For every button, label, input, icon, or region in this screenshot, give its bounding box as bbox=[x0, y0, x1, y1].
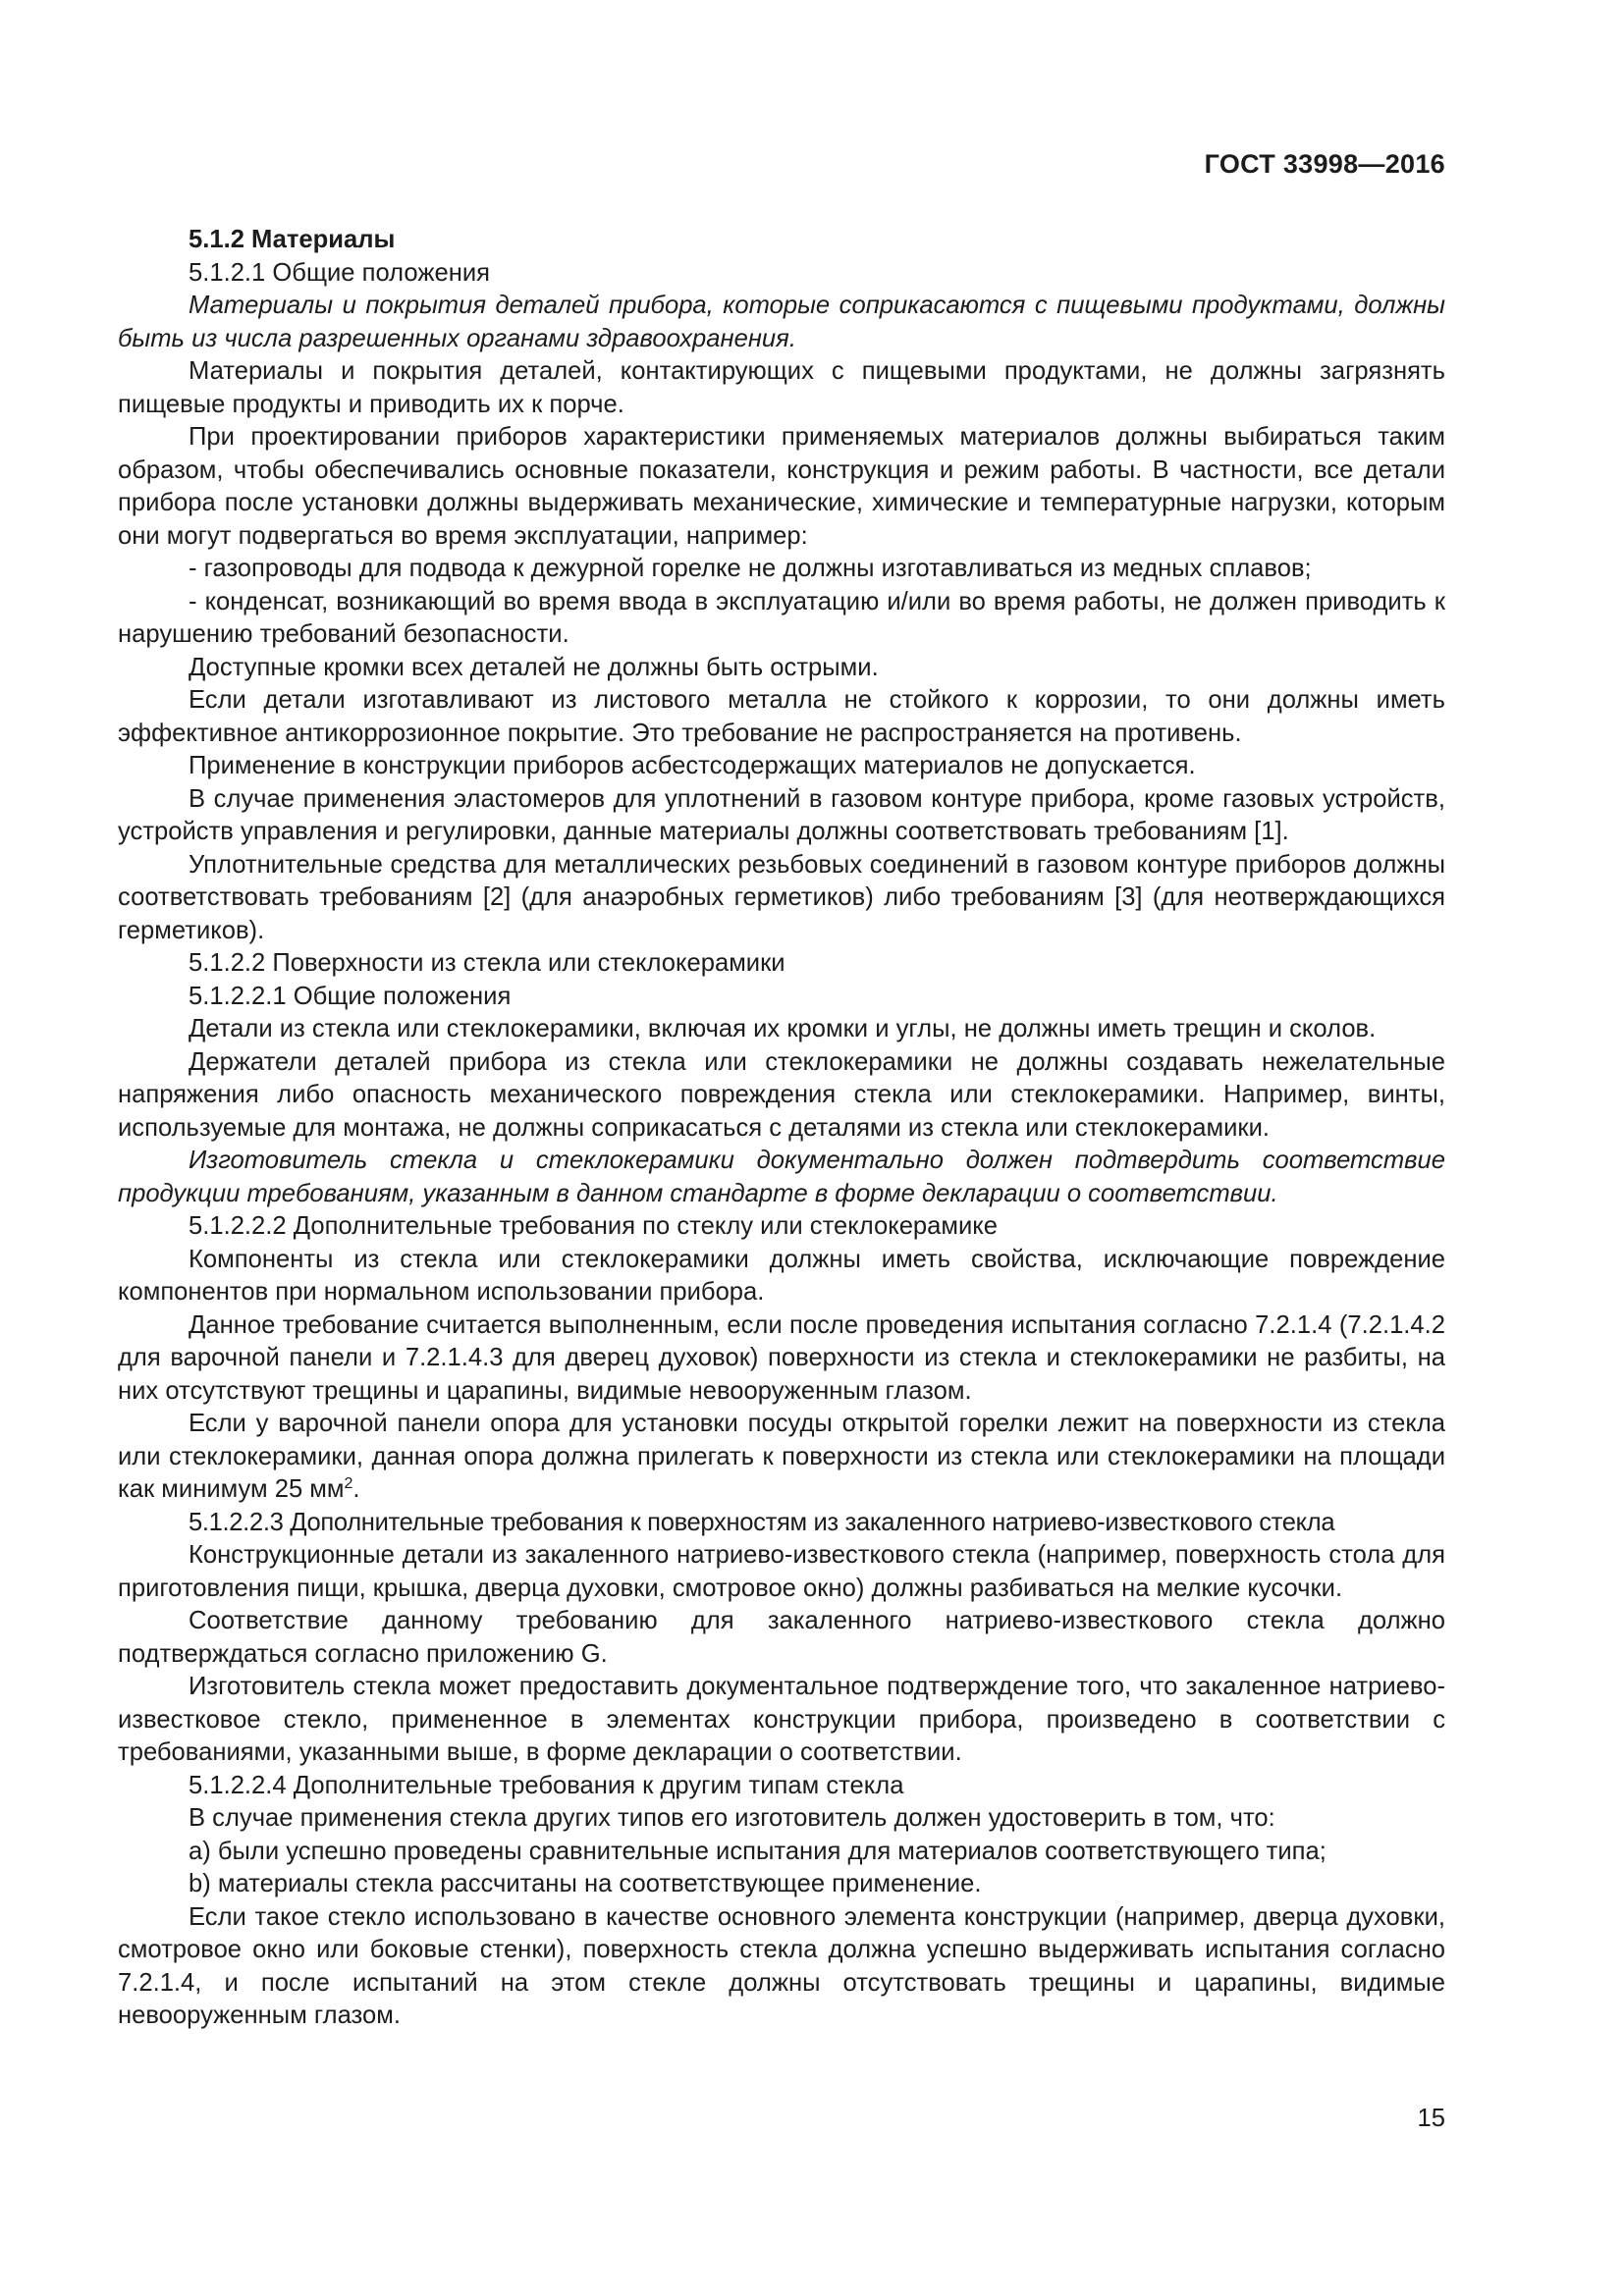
page-number: 15 bbox=[1417, 2105, 1445, 2132]
section-heading: 5.1.2 Материалы bbox=[189, 226, 396, 253]
subsection-heading: 5.1.2.2.2 Дополнительные требования по стеклу или стеклокерамике bbox=[189, 1212, 999, 1240]
paragraph: Данное требование считается выполненным, если после проведения испытания согласно 7.2.1.4 (7.2.1.4.2 для варочной панели и 7.2.1.4.3 для дверец духовок) поверхности из стекла и стеклокерамики не разбиты, на них отсутствуют трещины и царапины, видимые невооруженным глазом. bbox=[118, 1310, 1445, 1405]
superscript: 2 bbox=[344, 1475, 353, 1492]
list-item: - конденсат, возникающий во время ввода в эксплуатацию и/или во время работы, не должен приводить к нарушению требований безопасности. bbox=[118, 587, 1445, 648]
paragraph: Компоненты из стекла или стеклокерамики должны иметь свойства, исключающие повреждение компонентов при нормальном использовании прибора. bbox=[118, 1245, 1445, 1306]
paragraph: Держатели деталей прибора из стекла или стеклокерамики не должны создавать нежелательные напряжения либо опасность механического повреждения стекла или стеклокерамики. Например, винты, используемые для монтажа, не должны соприкасаться с деталями из стекла или стеклокерамики. bbox=[118, 1047, 1445, 1142]
paragraph: Соответствие данному требованию для закаленного натриево-известкового стекла должно подтверждаться согласно приложению G. bbox=[118, 1607, 1445, 1668]
subsection-heading: 5.1.2.1 Общие положения bbox=[189, 258, 490, 287]
list-item: b) материалы стекла рассчитаны на соответствующее применение. bbox=[189, 1870, 982, 1897]
paragraph: В случае применения эластомеров для уплотнений в газовом контуре прибора, кроме газовых устройств, устройств управления и регулировки, данные материалы должны соответствовать требованиям [1]. bbox=[118, 784, 1445, 845]
list-item: - газопроводы для подвода к дежурной горелке не должны изготавливаться из медных сплавов; bbox=[189, 555, 1312, 582]
paragraph-text: Если у варочной панели опора для установки посуды открытой горелки лежит на поверхности из стекла или стеклокерамики, данная опора должна прилегать к поверхности из стекла или стеклокерамики на площади как минимум 25 мм bbox=[118, 1410, 1445, 1503]
paragraph-tail: . bbox=[352, 1475, 360, 1503]
paragraph: Материалы и покрытия деталей прибора, которые соприкасаются с пищевыми продуктами, должны быть из числа разрешенных органами здравоохранения. bbox=[118, 292, 1445, 352]
document-body bbox=[118, 224, 1445, 2033]
subsection-heading: 5.1.2.2.3 Дополнительные требования к поверхностям из закаленного натриево-известкового стекла bbox=[189, 1508, 1335, 1536]
paragraph: В случае применения стекла других типов его изготовитель должен удостоверить в том, что: bbox=[189, 1804, 1275, 1832]
paragraph: Материалы и покрытия деталей, контактирующих с пищевыми продуктами, не должны загрязнять пищевые продукты и приводить их к порче. bbox=[118, 357, 1445, 418]
paragraph: Изготовитель стекла может предоставить документальное подтверждение того, что закаленное натриево-известковое стекло, примененное в элементах конструкции прибора, произведено в соответствии с требованиями, указанными выше, в форме декларации о соответствии. bbox=[118, 1673, 1445, 1766]
paragraph: Детали из стекла или стеклокерамики, включая их кромки и углы, не должны иметь трещин и сколов. bbox=[189, 1015, 1377, 1042]
subsection-heading: 5.1.2.2 Поверхности из стекла или стеклокерамики bbox=[189, 949, 785, 977]
paragraph: Применение в конструкции приборов асбестсодержащих материалов не допускается. bbox=[189, 752, 1196, 779]
paragraph: Если детали изготавливают из листового металла не стойкого к коррозии, то они должны иметь эффективное антикоррозионное покрытие. Это требование не распространяется на противень. bbox=[118, 686, 1445, 747]
paragraph: Если такое стекло использовано в качестве основного элемента конструкции (например, дверца духовки, смотровое окно или боковые стенки), поверхность стекла должна успешно выдерживать испытания согласно 7.2.1.4, и после испытаний на этом стекле должны отсутствовать трещины и царапины, видимые невооруженным глазом. bbox=[118, 1902, 1445, 2029]
paragraph: Уплотнительные средства для металлических резьбовых соединений в газовом контуре приборов должны соответствовать требованиям [2] (для анаэробных герметиков) либо требованиям [3] (для неотверждающихся герметиков). bbox=[118, 850, 1445, 944]
paragraph: Изготовитель стекла и стеклокерамики документально должен подтвердить соответствие продукции требованиям, указанным в данном стандарте в форме декларации о соответствии. bbox=[118, 1147, 1445, 1207]
paragraph: Конструкционные детали из закаленного натриево-известкового стекла (например, поверхность стола для приготовления пищи, крышка, дверца духовки, смотровое окно) должны разбиваться на мелкие кусочки. bbox=[118, 1541, 1445, 1602]
list-item: a) были успешно проведены сравнительные испытания для материалов соответствующего типа; bbox=[189, 1837, 1326, 1865]
subsection-heading: 5.1.2.2.4 Дополнительные требования к другим типам стекла bbox=[189, 1771, 904, 1799]
paragraph bbox=[118, 1408, 1445, 1507]
paragraph: Доступные кромки всех деталей не должны быть острыми. bbox=[189, 653, 879, 681]
subsection-heading: 5.1.2.2.1 Общие положения bbox=[189, 982, 512, 1010]
standard-header: ГОСТ 33998—2016 bbox=[1204, 149, 1445, 179]
paragraph: При проектировании приборов характеристики применяемых материалов должны выбираться таким образом, чтобы обеспечивались основные показатели, конструкция и режим работы. В частности, все детали прибора после установки должны выдерживать механические, химические и температурные нагрузки, которым они могут подвергаться во время эксплуатации, например: bbox=[118, 423, 1445, 550]
